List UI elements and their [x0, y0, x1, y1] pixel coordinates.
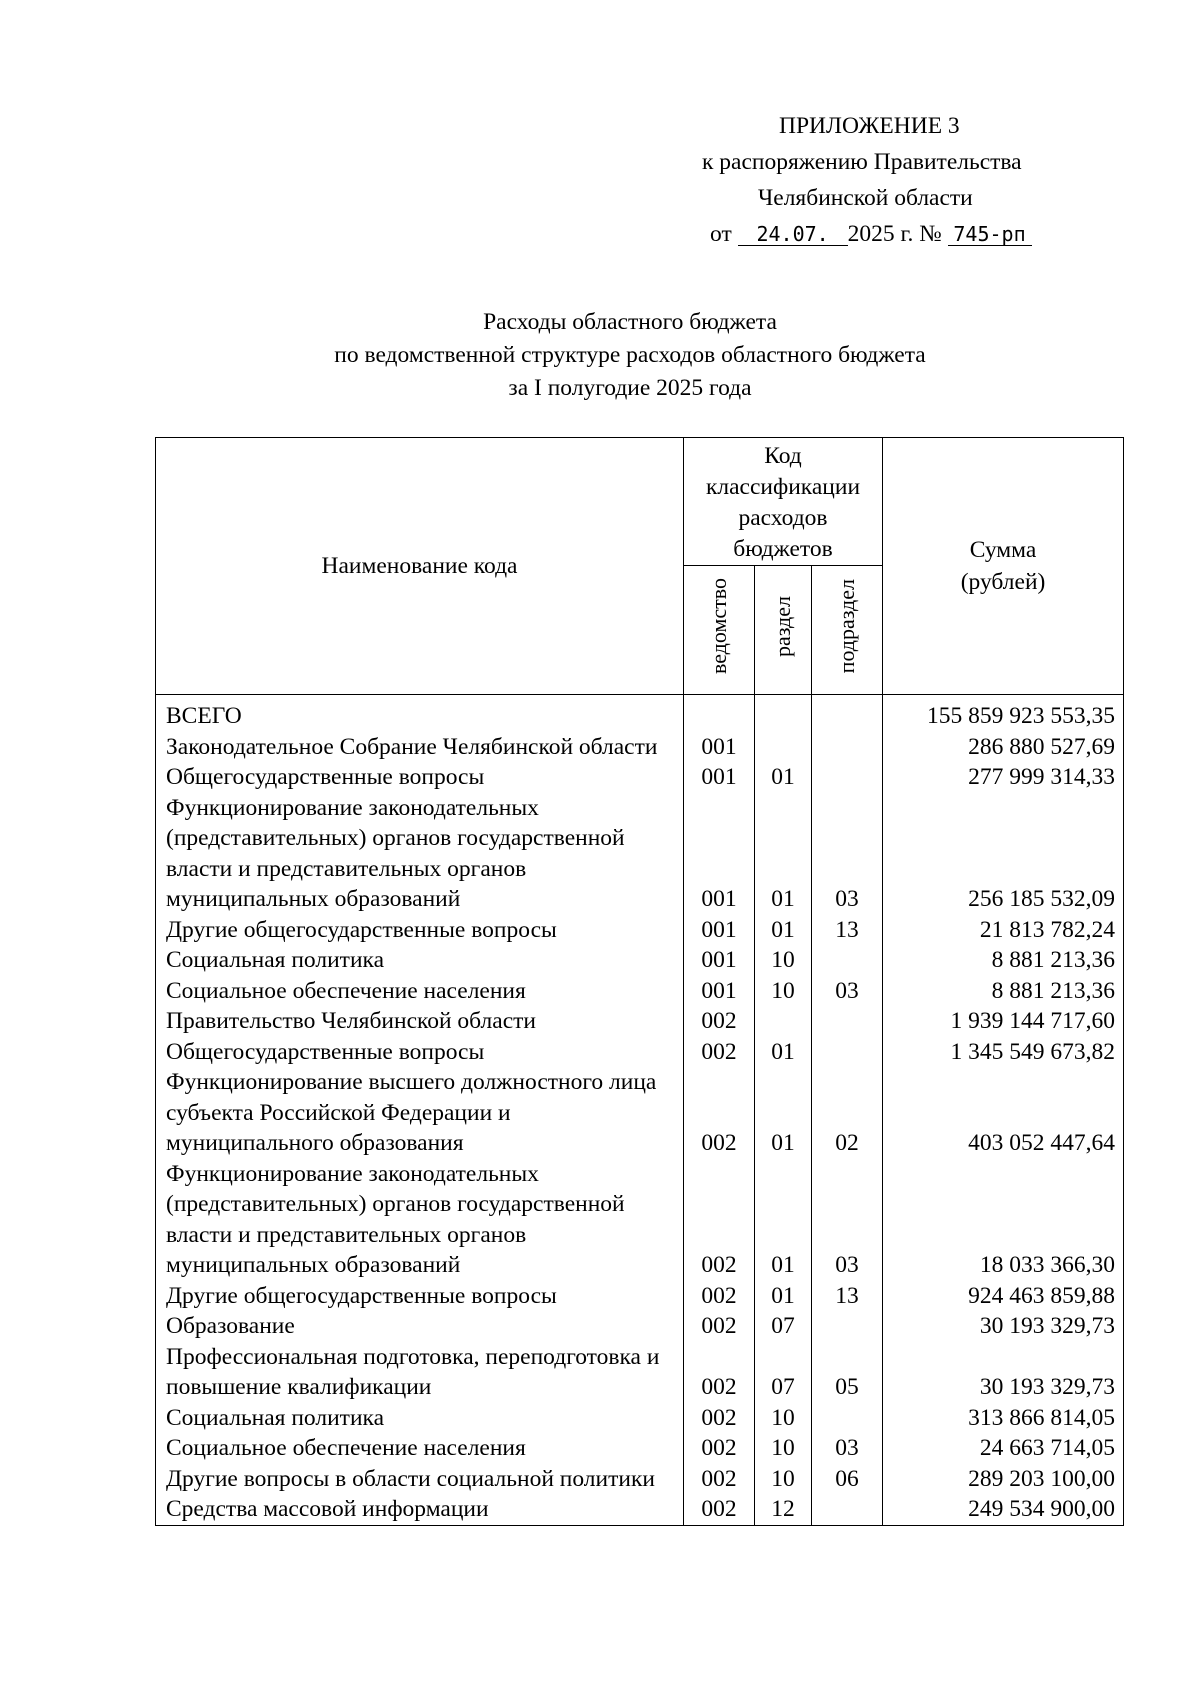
- row-department: 001: [684, 762, 755, 793]
- row-sum: 256 185 532,09: [883, 793, 1124, 915]
- row-section: 01: [755, 915, 812, 946]
- table-row: [156, 1281, 1124, 1312]
- table-row: [156, 1037, 1124, 1068]
- row-sum: 24 663 714,05: [883, 1433, 1124, 1464]
- row-name: Социальная политика: [156, 1403, 684, 1434]
- header-department: [684, 566, 755, 695]
- budget-table: [155, 437, 1124, 1526]
- row-department: 002: [684, 1311, 755, 1342]
- row-section: 01: [755, 762, 812, 793]
- row-department: 002: [684, 1037, 755, 1068]
- table-row: [156, 1311, 1124, 1342]
- row-department: 002: [684, 1403, 755, 1434]
- header-subsection: [812, 566, 883, 695]
- table-row: [156, 762, 1124, 793]
- row-name: Функционирование законодательных (представительных) органов государственной власти и представительных органов муниципальных образований: [156, 1159, 684, 1281]
- row-department: 001: [684, 732, 755, 763]
- row-subsection: 13: [812, 1281, 883, 1312]
- annex-block: [640, 108, 1100, 252]
- row-subsection: 13: [812, 915, 883, 946]
- document-title-line3: за I полугодие 2025 года: [508, 375, 752, 401]
- annex-year: 2025 г. №: [847, 221, 942, 247]
- row-section: 01: [755, 1037, 812, 1068]
- header-subsection-label: подраздел: [834, 579, 860, 674]
- row-sum: 8 881 213,36: [883, 976, 1124, 1007]
- row-department: 001: [684, 945, 755, 976]
- row-department: 002: [684, 1159, 755, 1281]
- row-department: 001: [684, 793, 755, 915]
- annex-region: Челябинской области: [758, 185, 973, 211]
- header-sum: [883, 438, 1124, 695]
- row-sum: 1 939 144 717,60: [883, 1006, 1124, 1037]
- header-department-label: ведомство: [706, 578, 731, 675]
- row-name: Социальная политика: [156, 945, 684, 976]
- row-name: Законодательное Собрание Челябинской области: [156, 732, 684, 763]
- annex-reference: к распоряжению Правительства: [702, 149, 1022, 175]
- row-name: ВСЕГО: [156, 695, 684, 732]
- table-row: [156, 1006, 1124, 1037]
- row-name: Средства массовой информации: [156, 1494, 684, 1525]
- row-sum: 277 999 314,33: [883, 762, 1124, 793]
- row-name: Образование: [156, 1311, 684, 1342]
- row-section: 01: [755, 793, 812, 915]
- row-section: 10: [755, 1403, 812, 1434]
- row-department: [684, 695, 755, 732]
- row-sum: 8 881 213,36: [883, 945, 1124, 976]
- row-subsection: 03: [812, 976, 883, 1007]
- annex-number: 745-рп: [948, 223, 1032, 246]
- header-code-group: [684, 438, 883, 566]
- row-section: 10: [755, 945, 812, 976]
- header-code-line: Код: [764, 443, 802, 469]
- row-name: Социальное обеспечение населения: [156, 976, 684, 1007]
- row-sum: 924 463 859,88: [883, 1281, 1124, 1312]
- row-sum: 30 193 329,73: [883, 1311, 1124, 1342]
- row-name: Общегосударственные вопросы: [156, 1037, 684, 1068]
- row-sum: 289 203 100,00: [883, 1464, 1124, 1495]
- row-name: Другие вопросы в области социальной политики: [156, 1464, 684, 1495]
- table-row: [156, 1433, 1124, 1464]
- row-department: 002: [684, 1281, 755, 1312]
- row-subsection: [812, 1494, 883, 1525]
- document-title-line1: Расходы областного бюджета: [483, 309, 777, 335]
- row-department: 002: [684, 1006, 755, 1037]
- row-subsection: 03: [812, 1159, 883, 1281]
- row-subsection: [812, 762, 883, 793]
- row-subsection: [812, 1037, 883, 1068]
- row-section: [755, 695, 812, 732]
- row-section: 01: [755, 1159, 812, 1281]
- table-row: [156, 945, 1124, 976]
- row-section: 07: [755, 1342, 812, 1403]
- row-subsection: 02: [812, 1067, 883, 1159]
- annex-date-line: [640, 216, 1100, 252]
- header-sum-line: Сумма: [969, 537, 1037, 563]
- table-row: [156, 976, 1124, 1007]
- header-code-line: бюджетов: [733, 536, 833, 562]
- table-row: [156, 915, 1124, 946]
- header-sum-line: (рублей): [960, 569, 1046, 595]
- row-sum: 21 813 782,24: [883, 915, 1124, 946]
- annex-date: 24.07.: [738, 223, 848, 246]
- row-name: Общегосударственные вопросы: [156, 762, 684, 793]
- row-department: 002: [684, 1342, 755, 1403]
- header-section-label: раздел: [770, 596, 795, 657]
- row-department: 001: [684, 915, 755, 946]
- annex-date-prefix: от: [710, 221, 732, 247]
- table-row: [156, 1342, 1124, 1403]
- table-row: [156, 732, 1124, 763]
- table-row: [156, 793, 1124, 915]
- row-name: Правительство Челябинской области: [156, 1006, 684, 1037]
- row-department: 002: [684, 1464, 755, 1495]
- annex-title: ПРИЛОЖЕНИЕ 3: [779, 113, 960, 139]
- row-section: [755, 732, 812, 763]
- row-subsection: 03: [812, 793, 883, 915]
- row-department: 002: [684, 1067, 755, 1159]
- row-subsection: [812, 732, 883, 763]
- document-title-line2: по ведомственной структуре расходов областного бюджета: [334, 342, 926, 368]
- table-row: [156, 1403, 1124, 1434]
- row-section: 10: [755, 976, 812, 1007]
- row-name: Функционирование высшего должностного лица субъекта Российской Федерации и муниципального образования: [156, 1067, 684, 1159]
- row-subsection: 05: [812, 1342, 883, 1403]
- row-sum: 1 345 549 673,82: [883, 1037, 1124, 1068]
- table-row: [156, 1159, 1124, 1281]
- row-section: 10: [755, 1433, 812, 1464]
- row-subsection: [812, 1006, 883, 1037]
- row-section: [755, 1006, 812, 1037]
- document-title: [140, 306, 1120, 405]
- table-row: [156, 695, 1124, 732]
- row-subsection: [812, 1403, 883, 1434]
- row-sum: 155 859 923 553,35: [883, 695, 1124, 732]
- table-row: [156, 1494, 1124, 1525]
- row-subsection: 06: [812, 1464, 883, 1495]
- row-department: 001: [684, 976, 755, 1007]
- row-department: 002: [684, 1494, 755, 1525]
- row-name: Другие общегосударственные вопросы: [156, 1281, 684, 1312]
- row-sum: 403 052 447,64: [883, 1067, 1124, 1159]
- header-code-line: расходов: [738, 505, 828, 531]
- row-name: Другие общегосударственные вопросы: [156, 915, 684, 946]
- row-subsection: [812, 945, 883, 976]
- row-section: 12: [755, 1494, 812, 1525]
- row-department: 002: [684, 1433, 755, 1464]
- row-sum: 286 880 527,69: [883, 732, 1124, 763]
- row-section: 01: [755, 1067, 812, 1159]
- row-section: 10: [755, 1464, 812, 1495]
- row-subsection: 03: [812, 1433, 883, 1464]
- row-name: Социальное обеспечение населения: [156, 1433, 684, 1464]
- row-sum: 249 534 900,00: [883, 1494, 1124, 1525]
- row-section: 01: [755, 1281, 812, 1312]
- row-section: 07: [755, 1311, 812, 1342]
- header-name: Наименование кода: [156, 438, 684, 695]
- row-subsection: [812, 695, 883, 732]
- header-code-line: классификации: [705, 474, 861, 500]
- row-sum: 18 033 366,30: [883, 1159, 1124, 1281]
- row-name: Функционирование законодательных (представительных) органов государственной власти и представительных органов муниципальных образований: [156, 793, 684, 915]
- row-subsection: [812, 1311, 883, 1342]
- row-sum: 30 193 329,73: [883, 1342, 1124, 1403]
- row-sum: 313 866 814,05: [883, 1403, 1124, 1434]
- row-name: Профессиональная подготовка, переподготовка и повышение квалификации: [156, 1342, 684, 1403]
- table-row: [156, 1067, 1124, 1159]
- header-section: [755, 566, 812, 695]
- table-row: [156, 1464, 1124, 1495]
